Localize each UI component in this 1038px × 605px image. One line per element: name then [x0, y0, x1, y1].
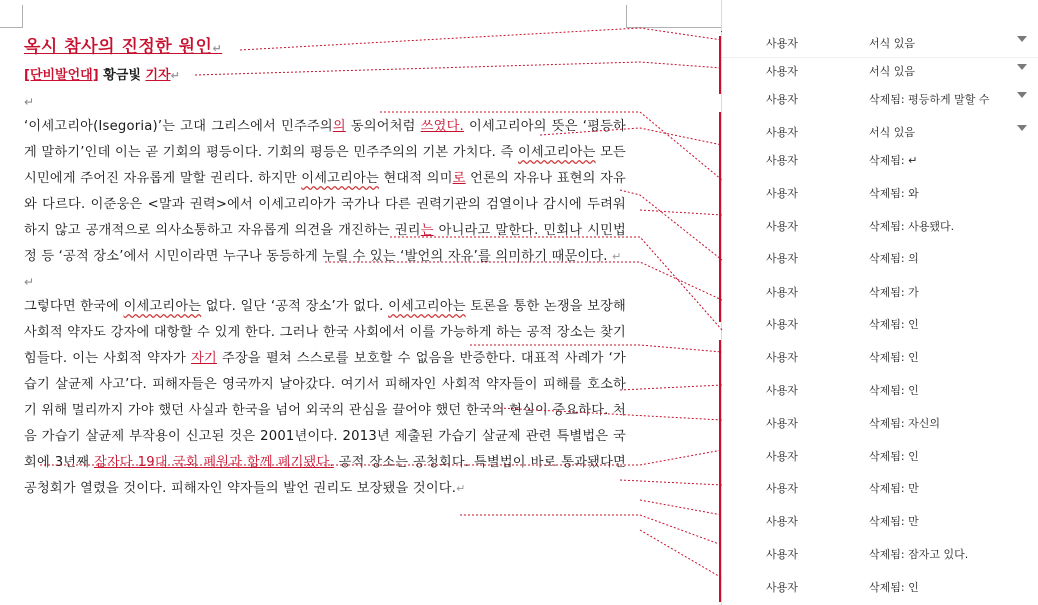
revision-author: 사용자 — [766, 220, 798, 233]
inserted-text: 로 — [452, 171, 466, 186]
spell-error: 이세고리아는 — [517, 145, 596, 160]
page-corner-mark — [626, 27, 722, 28]
revision-entry[interactable] — [722, 573, 1038, 601]
revision-description: 삭제됨: 인 — [869, 450, 919, 463]
spell-error: 이세고리아는 — [301, 171, 379, 186]
inserted-text: 쓰였다. — [420, 119, 464, 134]
revision-entry[interactable] — [722, 343, 1038, 371]
revision-description: 삭제됨: 와 — [869, 187, 919, 200]
revision-entry[interactable] — [722, 212, 1038, 240]
revision-author: 사용자 — [766, 548, 798, 561]
paragraph-2[interactable]: 그렇다면 한국에 이세고리아는 없다. 일단 ‘공적 장소’가 없다. 이세고리아는 토론을 통한 논쟁을 보장해 사회적 약자도 강자에 대항할 수 있게 한다. 그러나 한국 사회에서 이를 가능하게 하는 공적 장소는 찾기 힘들다. 이는 사회적 약자가 자기 주장을 펼쳐 스스로를 보호할 수 없음을 반증한다. 대표적 사례가 ‘가습기 살균제 사고’다. 피해자들은 영국까지 날아갔다. 여기서 피해자인 사회적 약자들이 피해를 호소하기 위해 멀리까지 가야 했던 사실과 한국을 넘어 외국의 관심을 끌어야 했던 한국의 현실이 중요하다. 처음 가습기 살균제 부작용이 신고된 것은 2001년이다. 2013년 제출된 가습기 살균제 관련 특별법은 국회에 3년째 잠자다 19대 국회 폐원과 함께 폐기됐다. 공적 장소는 공청회다. 특별법이 바로 통과됐다면 공청회가 열렸을 것이다. 피해자인 약자들의 발언 권리도 보장됐을 것이다.↵ — [24, 299, 627, 496]
revision-entry[interactable] — [722, 244, 1038, 272]
article-title: 옥시 참사의 진정한 원인↵ — [24, 37, 223, 57]
paragraph-mark-icon: ↵ — [24, 275, 35, 289]
revision-entry[interactable] — [722, 57, 1038, 85]
revision-entry[interactable] — [722, 474, 1038, 502]
revision-author: 사용자 — [766, 93, 798, 106]
revision-author: 사용자 — [766, 450, 798, 463]
byline — [24, 64, 626, 90]
page-corner-mark — [0, 27, 22, 28]
revision-connector-line — [620, 190, 722, 260]
revision-entry[interactable] — [722, 29, 1038, 58]
revision-author: 사용자 — [766, 351, 798, 364]
revision-description: 삭제됨: 만 — [869, 515, 919, 528]
paragraph-mark-icon: ↵ — [24, 95, 35, 109]
spell-error: 이세고리아는 — [123, 299, 202, 314]
paragraph-mark-icon: ↵ — [456, 482, 466, 495]
inserted-text: 자기 — [191, 351, 217, 366]
revision-entry[interactable] — [722, 507, 1038, 535]
revision-description: 삭제됨: 사용됐다. — [869, 220, 955, 233]
revision-author: 사용자 — [766, 581, 798, 594]
inserted-text: 잠자다 19대 국회 폐원과 함께 폐기됐다. — [94, 455, 334, 470]
revision-author: 사용자 — [766, 318, 798, 331]
revision-author: 사용자 — [766, 384, 798, 397]
revision-author: 사용자 — [766, 482, 798, 495]
revision-entry[interactable] — [722, 409, 1038, 437]
paragraph-mark-icon: ↵ — [212, 42, 223, 55]
revision-description: 삭제됨: ↵ — [869, 154, 918, 167]
document-body[interactable] — [24, 32, 626, 502]
revision-entry[interactable] — [722, 179, 1038, 207]
revision-connector-line — [640, 500, 722, 515]
revision-author: 사용자 — [766, 187, 798, 200]
revision-description: 삭제됨: 자신의 — [869, 417, 940, 430]
revision-description: 삭제됨: 의 — [869, 252, 919, 265]
byline-tag: [단비발언대] — [24, 68, 99, 83]
revision-author: 사용자 — [766, 65, 798, 78]
byline-name: 황금빛 — [103, 68, 141, 83]
spell-error: 이세고리아는 — [388, 299, 466, 314]
paragraph-mark-icon: ↵ — [612, 250, 622, 263]
revision-connector-line — [640, 530, 722, 578]
paragraph-1[interactable]: ‘이세고리아(Isegoria)’는 고대 그리스에서 민주주의의 동의어처럼 쓰였다. 이세고리아의 뜻은 ‘평등하게 말하기’인데 이는 곧 기회의 평등이다. 기회의 평등은 민주주의의 기본 가치다. 즉 이세고리아는 모든 시민에게 주어진 자유롭게 말할 권리다. 하지만 이세고리아는 현대적 의미로 언론의 자유나 표현의 자유와 다르다. 이준웅은 <말과 권력>에서 이세고리아가 국가나 다른 권력기관의 검열이나 감시에 두려워하지 않고 공개적으로 의사소통하고 자유롭게 의견을 개진하는 권리는 아니라고 말한다. 민회나 시민법정 등 ‘공적 장소’에서 시민이라면 누구나 동등하게 누릴 수 있는 ‘발언의 자유’를 의미하기 때문이다. ↵ — [24, 119, 626, 264]
paragraph-mark-icon: ↵ — [170, 69, 180, 82]
revision-author: 사용자 — [766, 286, 798, 299]
revision-entry[interactable] — [722, 376, 1038, 404]
revision-connector-line — [460, 515, 722, 545]
revision-author: 사용자 — [766, 126, 798, 139]
revision-entry[interactable] — [722, 85, 1038, 113]
revision-description: 삭제됨: 평등하게 말할 수 — [869, 93, 990, 106]
revision-description: 삭제됨: 인 — [869, 351, 919, 364]
revision-author: 사용자 — [766, 515, 798, 528]
revision-description: 서식 있음 — [869, 37, 916, 50]
chevron-down-icon[interactable] — [1017, 36, 1027, 42]
inserted-text: 는 — [420, 223, 434, 238]
chevron-down-icon[interactable] — [1017, 125, 1027, 131]
revision-description: 삭제됨: 가 — [869, 286, 919, 299]
revision-author: 사용자 — [766, 154, 798, 167]
revision-description: 삭제됨: 인 — [869, 581, 919, 594]
revision-entry[interactable] — [722, 540, 1038, 568]
revision-author: 사용자 — [766, 417, 798, 430]
revision-connector-line — [620, 480, 722, 485]
revision-description: 삭제됨: 인 — [869, 384, 919, 397]
revision-author: 사용자 — [766, 37, 798, 50]
revision-entry[interactable] — [722, 118, 1038, 146]
revision-author: 사용자 — [766, 252, 798, 265]
revision-connector-line — [640, 210, 722, 215]
inserted-text: 의 — [332, 119, 346, 134]
chevron-down-icon[interactable] — [1017, 92, 1027, 98]
revision-entry[interactable] — [722, 442, 1038, 470]
empty-paragraph — [24, 270, 626, 294]
page-corner-mark — [22, 5, 23, 28]
byline-role: 기자 — [145, 68, 171, 83]
revision-description: 삭제됨: 잠자고 있다. — [869, 548, 969, 561]
page-corner-mark — [626, 5, 627, 28]
empty-paragraph — [24, 90, 626, 114]
revision-description: 서식 있음 — [869, 126, 916, 139]
revision-description: 삭제됨: 인 — [869, 318, 919, 331]
revision-entry[interactable] — [722, 278, 1038, 306]
revision-description: 삭제됨: 만 — [869, 482, 919, 495]
revision-entry[interactable] — [722, 146, 1038, 174]
revision-entry[interactable] — [722, 310, 1038, 338]
chevron-down-icon[interactable] — [1017, 64, 1027, 70]
revision-description: 서식 있음 — [869, 65, 916, 78]
revision-connector-line — [620, 385, 722, 390]
